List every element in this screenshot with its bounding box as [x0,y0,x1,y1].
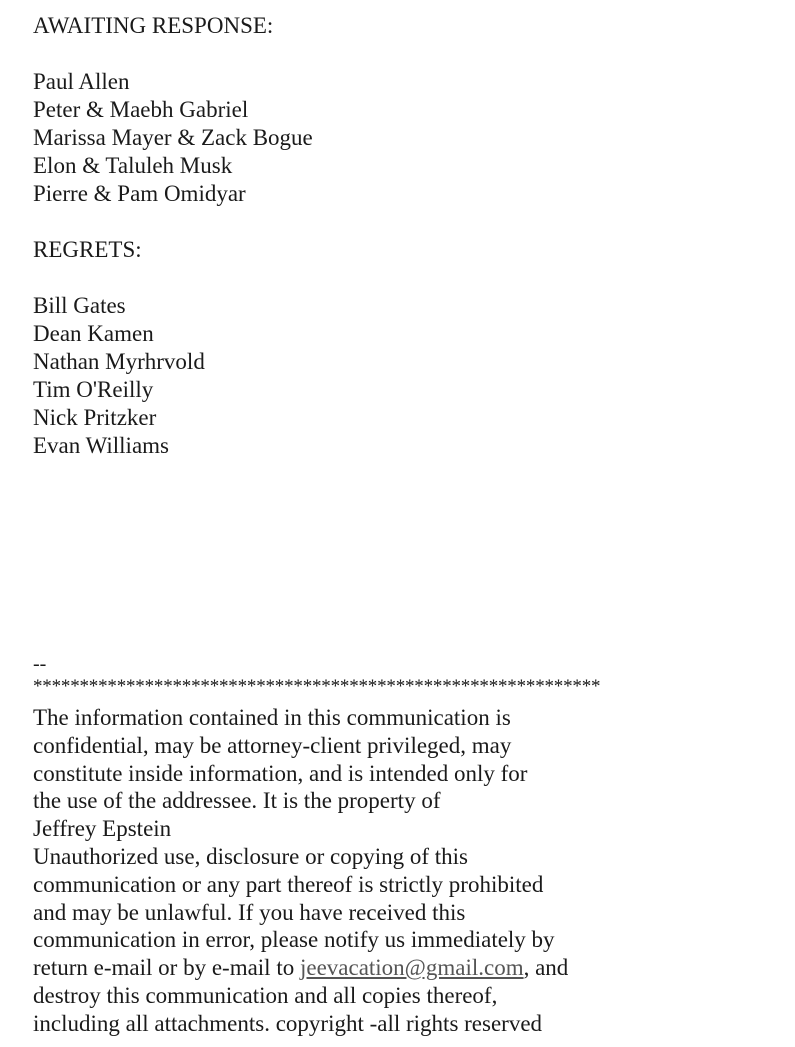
awaiting-response-section [33,12,773,208]
regrets-name: Dean Kamen [33,321,154,346]
regrets-name: Nathan Myrhrvold [33,349,205,374]
disclaimer-return-line [33,954,773,982]
blank-line [33,40,773,68]
regrets-section [33,236,773,460]
disclaimer-line: Jeffrey Epstein [33,816,172,842]
blank-line [33,264,773,292]
disclaimer-line: Unauthorized use, disclosure or copying of this [33,843,468,869]
disclaimer-line: communication in error, please notify us immediately by [33,927,555,953]
awaiting-name: Paul Allen [33,69,130,94]
email-footer [33,652,773,1038]
disclaimer-line: the use of the addressee. It is the property of [33,788,441,814]
regrets-name: Evan Williams [33,433,169,458]
disclaimer-line: confidential, may be attorney-client privileged, may [33,732,512,758]
disclaimer-line: communication or any part thereof is strictly prohibited [33,871,544,897]
asterisk-separator: ************************************************************* [33,676,601,697]
blank-line [33,208,773,236]
awaiting-name: Pierre & Pam Omidyar [33,181,246,206]
disclaimer-line: The information contained in this communication is [33,705,511,730]
awaiting-response-heading: AWAITING RESPONSE: [33,13,274,38]
disclaimer-line: constitute inside information, and is intended only for [33,760,528,786]
return-line-prefix: return e-mail or by e-mail to [33,955,300,981]
email-link[interactable]: jeevacation@gmail.com [299,955,524,981]
regrets-heading: REGRETS: [33,237,142,262]
disclaimer-line: and may be unlawful. If you have received this [33,899,466,925]
regrets-name: Tim O'Reilly [33,377,154,402]
awaiting-name: Peter & Maebh Gabriel [33,97,249,122]
return-line-suffix: , and [523,955,569,981]
awaiting-name: Elon & Taluleh Musk [33,153,233,178]
regrets-name: Nick Pritzker [33,405,157,430]
signature-delimiter: -- [33,653,47,675]
document-body [33,12,773,460]
disclaimer-line: including all attachments. copyright -all rights reserved [33,1010,543,1036]
disclaimer-line: destroy this communication and all copies thereof, [33,982,498,1008]
confidentiality-disclaimer [33,704,773,1038]
regrets-name: Bill Gates [33,293,126,318]
awaiting-name: Marissa Mayer & Zack Bogue [33,125,313,150]
